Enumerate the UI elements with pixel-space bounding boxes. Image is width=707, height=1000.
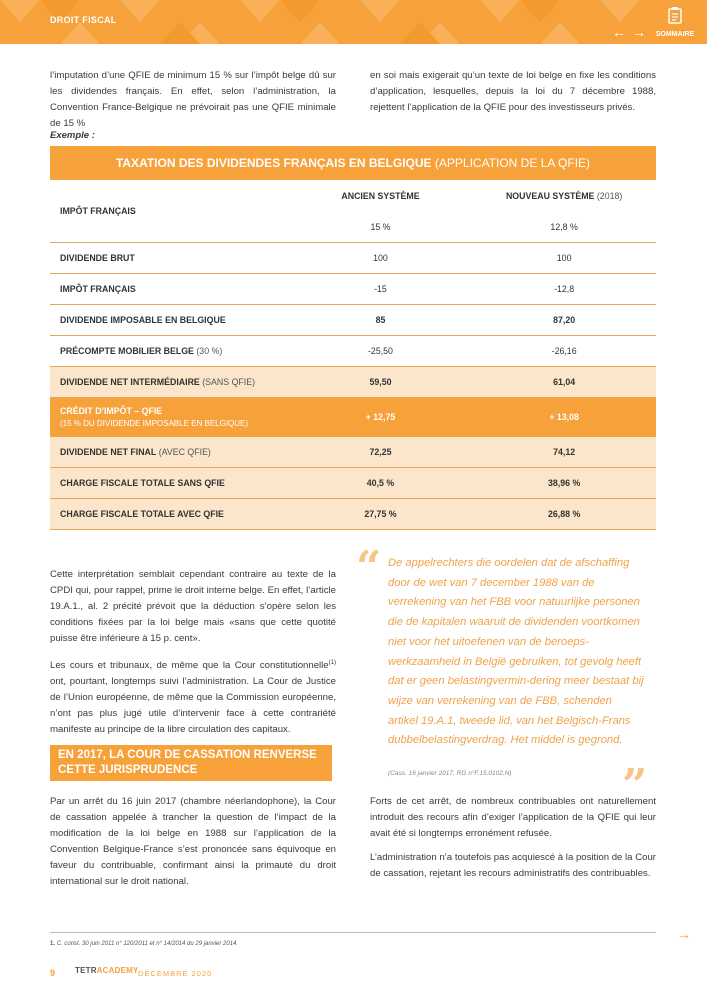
col-old-system: ANCIEN SYSTÈME	[341, 191, 420, 201]
table-title-light: (APPLICATION DE LA QFIE)	[434, 156, 591, 170]
sommaire-label: SOMMAIRE	[655, 31, 695, 38]
table-row	[50, 243, 656, 274]
row-new: 26,88 %	[472, 499, 656, 530]
row-note: (30 %)	[196, 346, 223, 356]
row-old: 40,5 %	[289, 468, 473, 499]
paragraph-part: ont, pourtant, longtemps suivi l’administration. La Cour de Justice de l’Union européenne, de même que la Commission européenne, n’ont pas plus jugé utile d’intervenir face à cette contrariété manifeste au principe de la libre circulation des capitaux.	[50, 676, 336, 736]
quote-source: (Cass. 16 janvier 2017, RG n°F.15.0102.N)	[388, 770, 512, 777]
row-label: DIVIDENDE NET INTERMÉDIAIRE	[60, 377, 200, 387]
table-title	[50, 146, 656, 180]
row-label: CRÉDIT D’IMPÔT – QFIE	[60, 406, 163, 416]
rate-old: 15 %	[289, 212, 473, 243]
row-label: DIVIDENDE IMPOSABLE EN BELGIQUE	[50, 305, 289, 336]
tetracademy-logo	[75, 966, 139, 975]
table-row	[50, 499, 656, 530]
table-title-bold: TAXATION DES DIVIDENDES FRANÇAIS EN BELGIQUE	[115, 156, 432, 170]
paragraph: Forts de cet arrêt, de nombreux contribuables ont naturellement introduit des recours afin d’exiger l’application de la QFIE qui leur avait été si longtemps erronément refusée.	[370, 796, 656, 839]
row-label: CHARGE FISCALE TOTALE SANS QFIE	[50, 468, 289, 499]
page-header	[0, 0, 707, 44]
section-heading: EN 2017, LA COUR DE CASSATION RENVERSE CETTE JURISPRUDENCE	[50, 745, 332, 781]
section-label: DROIT FISCAL	[50, 15, 117, 25]
row-old: 85	[289, 305, 473, 336]
paragraph: L’administration n’a toutefois pas acquiescé à la position de la Cour de cassation, rejetant les recours administratifs des contribuables.	[370, 852, 656, 879]
row-label: DIVIDENDE BRUT	[50, 243, 289, 274]
right-column	[370, 794, 656, 890]
quote-text: De appelrechters die oordelen dat de afschaffing door de wet van 7 december 1988 van de verrekening van het FBB voor natuurlijke personen die de kapitalen waaruit de dividenden voortkomen niet voor het uitoefenen van de beroeps-werkzaamheid in België gebruiken, tot gevolg heeft dat er geen belastingvermin-dering meer bestaat bij wijze van verrekening van de FBB, schenden artikel 19.A.1, tweede lid, van het Belgisch-Frans dubbelbelastingverdrag. Het middel is gegrond.	[388, 557, 644, 747]
row-old: + 12,75	[289, 398, 473, 437]
prev-page-arrow-icon[interactable]: ←	[612, 24, 626, 40]
table-header-row	[50, 180, 656, 212]
row-old: 72,25	[289, 437, 473, 468]
footnote-number: 1.	[50, 941, 56, 947]
row-old: 59,50	[289, 367, 473, 398]
row-new: -26,16	[472, 336, 656, 367]
footnote-divider	[50, 932, 656, 933]
col-new-system-year: (2018)	[596, 191, 623, 201]
issue-date: DÉCEMBRE 2020	[138, 969, 213, 978]
table-title-row	[50, 146, 656, 180]
row-old: -15	[289, 274, 473, 305]
row-label: CHARGE FISCALE TOTALE AVEC QFIE	[50, 499, 289, 530]
table-row	[50, 274, 656, 305]
next-page-arrow-icon[interactable]: →	[632, 24, 646, 40]
row-old: 100	[289, 243, 473, 274]
row-note: (SANS QFIE)	[202, 377, 256, 387]
pull-quote	[356, 542, 656, 811]
row-note: (15 % DU DIVIDENDE IMPOSABLE EN BELGIQUE)	[60, 419, 249, 428]
row-new: 74,12	[472, 437, 656, 468]
col-new-system-bold: NOUVEAU SYSTÈME	[505, 191, 595, 201]
left-column	[50, 567, 336, 746]
paragraph: Par un arrêt du 16 juin 2017 (chambre néerlandophone), la Cour de cassation appelée à trancher la question de l’impact de la modification de la loi belge en 1988 sur l’application de la Convention Belgique-France s’est prononcée sans équivoque en faveur du contribuable, confirmant ainsi la primauté du droit international sur le droit national.	[50, 796, 336, 887]
row-old: 27,75 %	[289, 499, 473, 530]
row-new: 38,96 %	[472, 468, 656, 499]
close-quote-icon: ”	[622, 760, 648, 811]
table-row	[50, 367, 656, 398]
clipboard-icon	[668, 6, 682, 24]
left-column-bottom	[50, 794, 336, 898]
intro-col-left: l’imputation d’une QFIE de minimum 15 % sur l’impôt belge dû sur les dividendes français. En effet, selon l’administration, la Convention France-Belgique ne prévoirait pas une QFIE minimale de 15 %	[50, 70, 336, 129]
paragraph: Cette interprétation semblait cependant contraire au texte de la CPDI qui, pour rappel, prime le droit interne belge. En effet, l’article 19.A.1., al. 2 précité prévoit que la déduction s’opère selon les conditions fixées par la loi belge mais «sans que cette quotité puisse être inférieure à 15 p. cent».	[50, 569, 336, 644]
table-row	[50, 437, 656, 468]
intro-col-right: en soi mais exigerait qu’un texte de loi belge en fixe les conditions d’application, lesquelles, depuis la loi du 7 décembre 1988, rejettent l’application de la QFIE pour des investisseurs privés.	[370, 70, 656, 113]
paragraph-part: Les cours et tribunaux, de même que la Cour constitutionnelle	[50, 660, 329, 672]
logo-part: TETR	[75, 966, 97, 975]
table-row-highlight	[50, 398, 656, 437]
table-row	[50, 468, 656, 499]
table-row	[50, 305, 656, 336]
table-row	[50, 336, 656, 367]
open-quote-icon: “	[356, 542, 382, 593]
exemple-label: Exemple :	[50, 130, 95, 141]
row-new: 61,04	[472, 367, 656, 398]
row-label-cell	[50, 336, 289, 367]
row-label-cell	[50, 398, 289, 437]
row-new: 100	[472, 243, 656, 274]
row-label-cell	[50, 367, 289, 398]
page-number: 9	[50, 968, 56, 978]
row-new: 87,20	[472, 305, 656, 336]
footnote	[50, 941, 238, 947]
row-label: DIVIDENDE NET FINAL	[60, 447, 157, 457]
col-new-system	[472, 180, 656, 212]
row-new: -12,8	[472, 274, 656, 305]
row-label: IMPÔT FRANÇAIS	[50, 274, 289, 305]
row-label: PRÉCOMPTE MOBILIER BELGE	[60, 346, 194, 356]
dividend-taxation-table	[50, 146, 656, 530]
footnote-text: C. const. 30 juin 2011 n° 120/2011 et n° 14/2014 du 29 janvier 2014.	[56, 941, 239, 947]
row-new: + 13,08	[472, 398, 656, 437]
row-old: -25,50	[289, 336, 473, 367]
logo-part: ACADEMY	[96, 966, 139, 975]
paragraph	[50, 655, 336, 738]
footnote-ref[interactable]: (1)	[328, 660, 336, 666]
next-page-arrow-icon[interactable]: →	[677, 926, 691, 942]
row-note: (AVEC QFIE)	[158, 447, 211, 457]
sommaire-button[interactable]	[650, 6, 700, 38]
row-label-cell	[50, 437, 289, 468]
rate-new: 12,8 %	[472, 212, 656, 243]
impot-francais-label: IMPÔT FRANÇAIS	[50, 180, 289, 243]
